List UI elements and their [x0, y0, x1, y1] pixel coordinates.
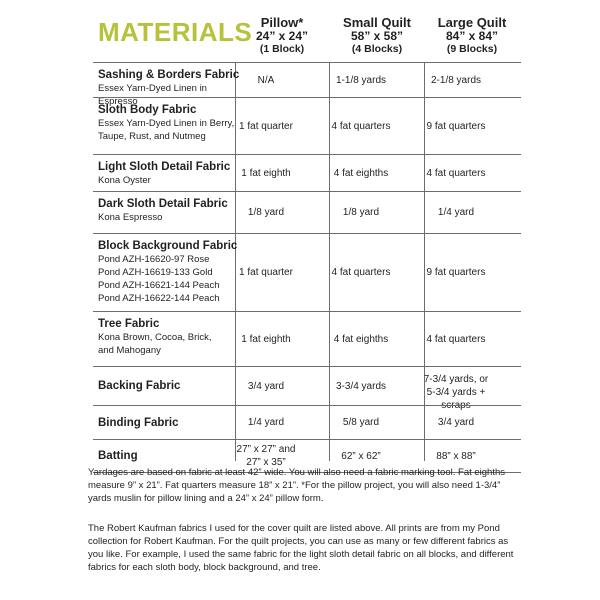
quantity-cell [318, 74, 404, 87]
material-name: Sashing & Borders Fabric [98, 69, 240, 81]
quantity-text: 7-3/4 yards, or [423, 374, 489, 385]
materials-table [93, 62, 521, 473]
material-name: Binding Fabric [98, 416, 179, 429]
quantity-cell [223, 167, 309, 180]
material-name: Backing Fabric [98, 380, 181, 392]
quantity-text: 5-3/4 yards + scraps [426, 387, 486, 411]
quantity-cell [223, 266, 309, 279]
quantity-text: 4 fat quarters [426, 333, 486, 345]
table-row [93, 191, 521, 233]
column-name: Small Quilt [343, 15, 411, 30]
quantity-cell [223, 333, 309, 346]
quantity-text: 4 fat eighths [333, 333, 389, 345]
quantity-text: 1 fat eighth [241, 167, 291, 179]
quantity-cell [223, 416, 309, 429]
quantity-text: 4 fat eighths [333, 167, 389, 179]
quantity-text: 4 fat quarters [331, 120, 391, 132]
quantity-cell [413, 333, 499, 346]
yardage-note: Yardages are based on fabric at least 42” wide. You will also need a fabric marking tool. Fat eighths measure 9” x 21”. Fat quarters measure 18” x 21”. *For the pillow project, you will also need 1-3/4” yards muslin for pillow lining and a 24” x 24” pillow form. [88, 467, 506, 504]
page-title: MATERIALS [98, 17, 253, 47]
quantity-text: 3/4 yard [247, 380, 285, 392]
column-blocks: (4 Blocks) [351, 43, 403, 55]
material-description: Pond AZH-16620-97 Rose [98, 254, 210, 265]
quantity-text: 62” x 62” [341, 450, 381, 462]
material-description: Kona Brown, Cocoa, Brick, [98, 332, 212, 343]
quantity-text: 1 fat quarter [239, 267, 293, 278]
quantity-text: 9 fat quarters [426, 267, 486, 278]
material-description: and Mahogany [98, 345, 161, 356]
material-description: Essex Yarn-Dyed Linen in Espresso [98, 83, 207, 107]
quantity-cell [318, 450, 404, 463]
table-row [93, 62, 521, 107]
material-name: Tree Fabric [98, 318, 160, 330]
material-description: Kona Oyster [98, 175, 151, 186]
quantity-text: 1 fat eighth [241, 333, 291, 345]
quantity-cell [413, 120, 499, 133]
quantity-cell [223, 380, 309, 393]
quantity-text: 4 fat quarters [426, 167, 486, 179]
column-header-small-quilt [327, 16, 427, 56]
quantity-cell [318, 333, 404, 346]
material-description: Pond AZH-16622-144 Peach [98, 293, 220, 304]
quantity-cell [413, 206, 499, 219]
quantity-text: N/A [257, 74, 275, 86]
material-name: Light Sloth Detail Fabric [98, 161, 231, 173]
material-name: Block Background Fabric [98, 240, 238, 252]
table-row [93, 366, 521, 411]
quantity-cell [413, 167, 499, 180]
material-description: Taupe, Rust, and Nutmeg [98, 131, 206, 142]
material-name: Batting [98, 450, 138, 462]
quantity-cell [223, 206, 309, 219]
quantity-cell [318, 380, 404, 393]
material-description: Kona Espresso [98, 212, 163, 223]
quantity-text: 1-1/8 yards [335, 74, 387, 86]
quantity-text: 27” x 27” and [236, 444, 296, 455]
column-name: Large Quilt [437, 15, 507, 30]
quantity-text: 27” x 35” [246, 457, 286, 468]
column-header-large-quilt [422, 16, 522, 56]
quantity-cell [223, 74, 309, 87]
column-size: 58” x 58” [350, 29, 404, 43]
table-row [93, 311, 521, 366]
column-header-pillow [232, 16, 332, 56]
quantity-text: 1/8 yard [247, 207, 285, 218]
quantity-cell [318, 206, 404, 219]
material-name: Dark Sloth Detail Fabric [98, 198, 228, 210]
quantity-text: 4 fat quarters [331, 267, 391, 278]
column-size: 84” x 84” [445, 29, 499, 43]
material-description: Pond AZH-16619-133 Gold [98, 267, 213, 278]
quantity-text: 3/4 yard [437, 417, 475, 428]
table-row [93, 233, 521, 311]
quantity-cell [413, 416, 499, 429]
fabrics-note: The Robert Kaufman fabrics I used for the cover quilt are listed above. All prints are from my Pond collection for Robert Kaufman. For the quilt projects, you can use as many or few different fabrics as you like. For example, I used the same fabric for the light sloth detail fabric on all blocks, and different fabrics for each sloth body, block background, and tree. [88, 523, 514, 573]
column-size: 24” x 24” [255, 29, 309, 43]
quantity-text: 3-3/4 yards [335, 380, 387, 392]
quantity-text: 2-1/8 yards [430, 74, 482, 86]
quantity-text: 5/8 yard [342, 417, 380, 428]
quantity-text: 1 fat quarter [239, 120, 293, 132]
quantity-text: 1/4 yard [437, 207, 475, 218]
table-row [93, 154, 521, 191]
quantity-text: 1/4 yard [247, 417, 285, 428]
column-name: Pillow* [260, 15, 304, 30]
quantity-cell [318, 266, 404, 279]
column-blocks: (1 Block) [259, 43, 305, 55]
material-name: Sloth Body Fabric [98, 104, 197, 116]
table-row [93, 97, 521, 154]
table-row [93, 405, 521, 439]
quantity-cell [318, 416, 404, 429]
quantity-cell [223, 120, 309, 133]
quantity-text: 9 fat quarters [426, 120, 486, 132]
quantity-cell [413, 266, 499, 279]
quantity-cell [413, 74, 499, 87]
quantity-cell [413, 450, 499, 463]
quantity-cell [318, 120, 404, 133]
quantity-text: 1/8 yard [342, 207, 380, 218]
quantity-cell [318, 167, 404, 180]
material-description: Pond AZH-16621-144 Peach [98, 280, 220, 291]
column-blocks: (9 Blocks) [446, 43, 498, 55]
material-description: Essex Yarn-Dyed Linen in Berry, [98, 118, 235, 129]
quantity-text: 88” x 88” [436, 450, 476, 462]
